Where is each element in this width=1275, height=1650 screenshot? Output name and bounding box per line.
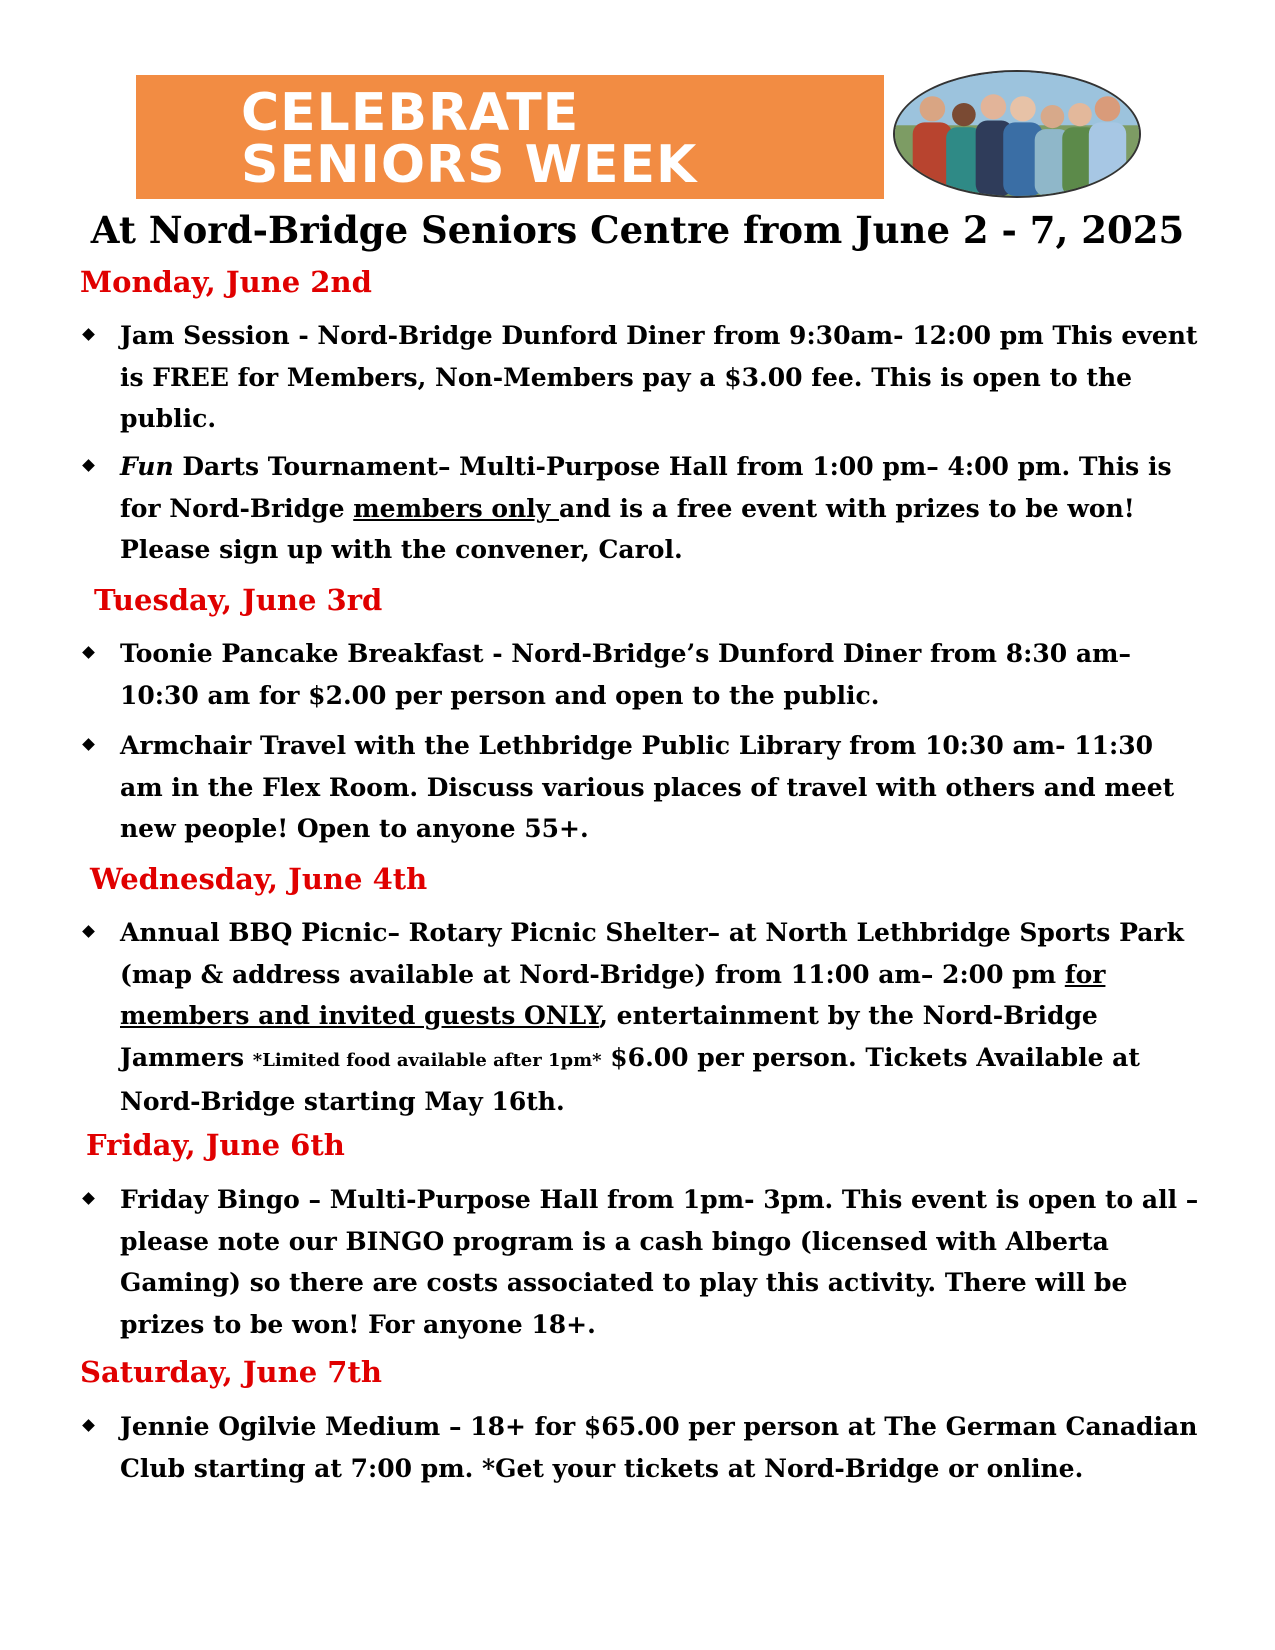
event-underlined-text: members only bbox=[353, 493, 559, 523]
event-text: Friday Bingo – Multi-Purpose Hall from 1pm- 3pm. This event is open to all – please note our BINGO program is a cash bingo (licensed with Alberta Gaming) so there are costs associated to play this activity. There will be prizes to be won! For anyone 18+. bbox=[120, 1185, 1199, 1339]
banner-title-line2: SENIORS WEEK bbox=[241, 135, 698, 195]
celebrate-banner bbox=[136, 75, 884, 199]
event-text-part: Darts Tournament– Multi-Purpose Hall from 1:00 pm– 4:00 pm. This is for Nord-Bridge bbox=[120, 452, 1172, 523]
event-text: Toonie Pancake Breakfast - Nord-Bridge’s Dunford Diner from 8:30 am– 10:30 am for $2.00 per person and open to the public. bbox=[120, 639, 1131, 710]
diamond-bullet-icon bbox=[82, 1419, 95, 1432]
day-heading-monday: Monday, June 2nd bbox=[80, 265, 372, 299]
event-text-part: , entertainment by the Nord-Bridge Jammers bbox=[120, 1001, 1098, 1072]
group-of-seniors-photo bbox=[893, 70, 1141, 198]
diamond-bullet-icon bbox=[82, 925, 95, 938]
diamond-bullet-icon bbox=[82, 738, 95, 751]
page-headline: At Nord-Bridge Seniors Centre from June 2 - 7, 2025 bbox=[90, 208, 1185, 252]
event-note: *Limited food available after 1pm* bbox=[252, 1049, 602, 1071]
day-heading-wednesday: Wednesday, June 4th bbox=[90, 862, 428, 896]
event-text-part: $6.00 per person. Tickets Available at Nord-Bridge starting May 16th. bbox=[120, 1042, 1140, 1116]
event-text bbox=[120, 446, 1202, 571]
event-emphasis: Fun bbox=[120, 452, 174, 481]
day-heading-tuesday: Tuesday, June 3rd bbox=[94, 583, 383, 617]
banner-title-line1: CELEBRATE bbox=[241, 83, 580, 143]
diamond-bullet-icon bbox=[82, 328, 95, 341]
diamond-bullet-icon bbox=[82, 1192, 95, 1205]
day-heading-friday: Friday, June 6th bbox=[86, 1128, 345, 1162]
event-text-part: and is a free event with prizes to be won! Please sign up with the convener, Carol. bbox=[120, 493, 1135, 564]
event-text: Jennie Ogilvie Medium – 18+ for $65.00 per person at The German Canadian Club starting at 7:00 pm. *Get your tickets at Nord-Bridge or online. bbox=[120, 1412, 1198, 1483]
diamond-bullet-icon bbox=[82, 646, 95, 659]
event-text: Armchair Travel with the Lethbridge Public Library from 10:30 am- 11:30 am in the Flex Room. Discuss various places of travel with others and meet new people! Open to anyone 55+. bbox=[120, 731, 1175, 843]
diamond-bullet-icon bbox=[82, 459, 95, 472]
day-heading-saturday: Saturday, June 7th bbox=[80, 1355, 382, 1389]
event-underlined-text: for members and invited guests ONLY bbox=[120, 959, 1106, 1030]
event-text bbox=[120, 912, 1202, 1123]
event-text-part: Annual BBQ Picnic– Rotary Picnic Shelter– at North Lethbridge Sports Park (map & address available at Nord-Bridge) from 11:00 am– 2:00 pm bbox=[120, 918, 1184, 989]
event-text: Jam Session - Nord-Bridge Dunford Diner from 9:30am- 12:00 pm This event is FREE for Members, Non-Members pay a $3.00 fee. This is open to the public. bbox=[120, 321, 1198, 433]
